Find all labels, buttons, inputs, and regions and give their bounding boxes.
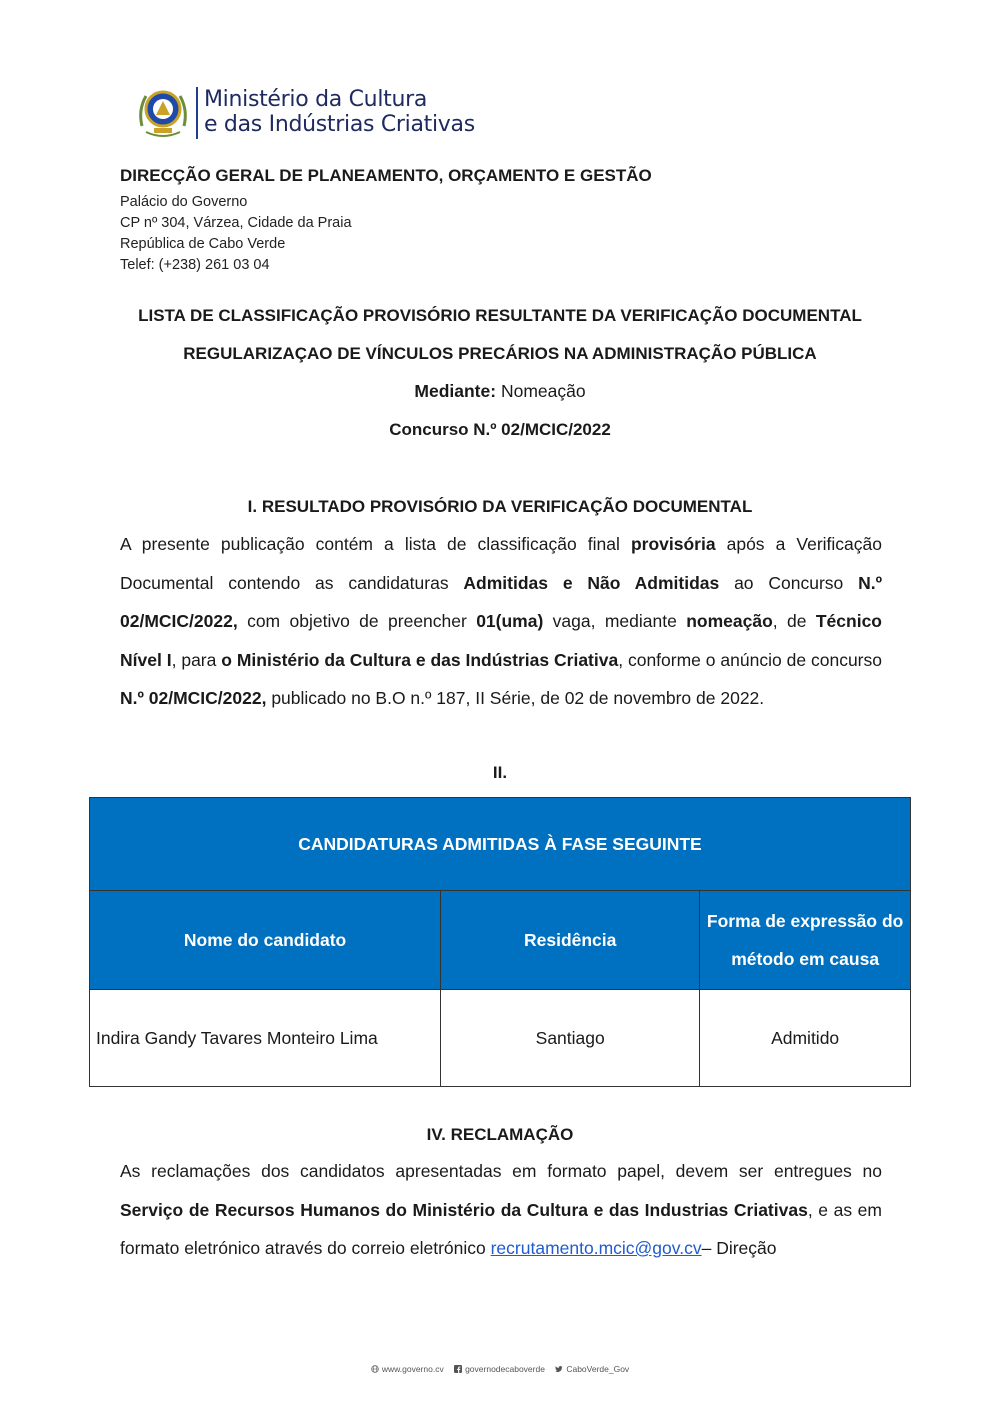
section-1-title: I. RESULTADO PROVISÓRIO DA VERIFICAÇÃO DOCUMENTAL bbox=[247, 497, 753, 516]
logo-line-1: Ministério da Cultura bbox=[204, 87, 428, 112]
org-address-line: CP nº 304, Várzea, Cidade da Praia bbox=[120, 215, 352, 231]
twitter-icon bbox=[555, 1365, 563, 1373]
contact-email-link[interactable]: recrutamento.mcic@gov.cv bbox=[490, 1238, 702, 1258]
mediante-label: Mediante: bbox=[414, 381, 497, 401]
facebook-icon bbox=[454, 1365, 462, 1373]
footer-website[interactable]: www.governo.cv bbox=[371, 1364, 446, 1374]
column-header-name: Nome do candidato bbox=[90, 891, 441, 990]
footer-twitter[interactable]: CaboVerde_Gov bbox=[555, 1364, 629, 1374]
page-footer bbox=[0, 1364, 1000, 1374]
candidate-name: Indira Gandy Tavares Monteiro Lima bbox=[90, 990, 441, 1087]
mediante-value: Nomeação bbox=[500, 381, 586, 401]
footer-facebook[interactable]: governodecaboverde bbox=[454, 1364, 547, 1374]
org-address-line: Palácio do Governo bbox=[120, 194, 248, 210]
table-banner: CANDIDATURAS ADMITIDAS À FASE SEGUINTE bbox=[90, 798, 911, 891]
ministry-logo bbox=[134, 82, 475, 140]
section-1-paragraph: A presente publicação contém a lista de classificação final provisória após a Verificação Documental contendo as candidaturas Admitidas e Não Admitidas ao Concurso N.º 02/MCIC/2022, com objetivo de preencher 01(uma) vaga, mediante nomeação, de Técnico Nível I, para o Ministério da Cultura e das Indústrias Criativa, conforme o anúncio de concurso N.º 02/MCIC/2022, publicado no B.O n.º 187, II Série, de 02 de novembro de 2022. bbox=[120, 534, 882, 708]
section-2-title: II. bbox=[492, 763, 508, 782]
column-header-residence: Residência bbox=[441, 891, 700, 990]
mediante-line bbox=[90, 381, 910, 402]
org-title: DIRECÇÃO GERAL DE PLANEAMENTO, ORÇAMENTO E GESTÃO bbox=[120, 166, 652, 185]
org-address-block bbox=[120, 166, 652, 276]
coat-of-arms-icon bbox=[134, 82, 192, 140]
table-row bbox=[90, 990, 911, 1087]
org-phone-line: Telef: (+238) 261 03 04 bbox=[120, 257, 270, 273]
org-address-line: República de Cabo Verde bbox=[120, 236, 286, 252]
document-title: LISTA DE CLASSIFICAÇÃO PROVISÓRIO RESULTANTE DA VERIFICAÇÃO DOCUMENTAL bbox=[138, 306, 862, 325]
globe-icon bbox=[371, 1365, 379, 1373]
logo-divider bbox=[196, 87, 198, 139]
section-4-paragraph: As reclamações dos candidatos apresentadas em formato papel, devem ser entregues no Serviço de Recursos Humanos do Ministério da Cultura e das Industrias Criativas, e as em formato eletrónico através do correio eletrónico recrutamento.mcic@gov.cv– Direção bbox=[120, 1161, 882, 1258]
document-subtitle: REGULARIZAÇAO DE VÍNCULOS PRECÁRIOS NA ADMINISTRAÇÃO PÚBLICA bbox=[183, 344, 817, 363]
column-header-method: Forma de expressão do método em causa bbox=[700, 891, 911, 990]
candidates-table bbox=[89, 797, 911, 1087]
concurso-number: Concurso N.º 02/MCIC/2022 bbox=[389, 420, 611, 439]
logo-line-2: e das Indústrias Criativas bbox=[204, 112, 475, 137]
candidate-status: Admitido bbox=[700, 990, 911, 1087]
section-4-title: IV. RECLAMAÇÃO bbox=[426, 1125, 574, 1144]
candidate-residence: Santiago bbox=[441, 990, 700, 1087]
